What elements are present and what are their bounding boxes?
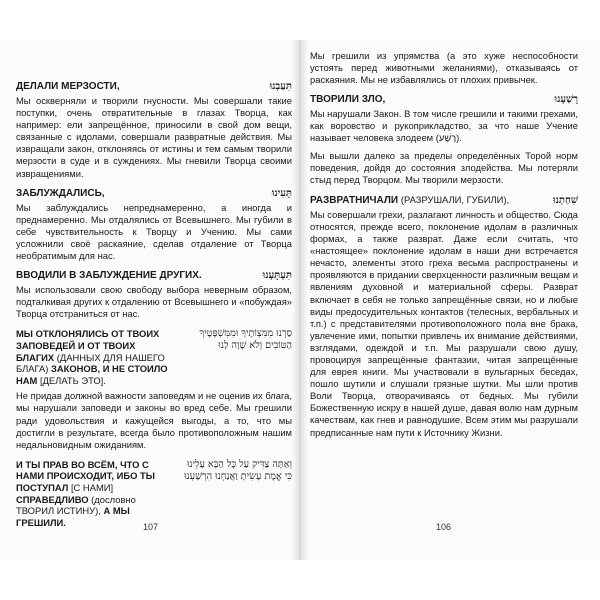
heading-note: [ДЕЛАТЬ ЭТО]. [39, 374, 106, 386]
section-text: Мы заблуждались непреднамеренно, а иногда и преднамеренно. Мы отдалялись от Всевышнего. Мы губили в себе чувствительность к Творцу и Учению. Мы сами усложнили своё раскаяние, сделав отдаление от Творца необратимым для нас. [16, 201, 292, 262]
book-spread [0, 40, 600, 560]
heading-note: (дословно ТВОРИЛ ИСТИНУ), [16, 493, 136, 517]
heading-russian [310, 194, 509, 206]
page-number: 106 [436, 522, 452, 532]
heading-note: (ДАННЫХ ДЛЯ НАШЕГО БЛАГА) [16, 351, 165, 375]
section-heading [310, 194, 578, 206]
heading-bold: МЫ ОТКЛОНЯЛИСЬ ОТ ТВОИХ ЗАПОВЕДЕЙ И ОТ ТВОИХ БЛАГИХ [16, 328, 160, 363]
section-heading [16, 81, 292, 92]
section-text: Мы использовали свою свободу выбора неверным образом, подталкивая других к отдалению от Всевышнего и «побуждая» Творца отстраниться от нас. [16, 284, 292, 320]
section-text: Мы оскверняли и творили гнусности. Мы совершали такие поступки, очень отвратительные в глазах Творца, как например: ели запрещённое, приносили в свой дом вещи, связанные с идолами, совершали развратные действия. Мы извращали закон, отклоняясь от истины и тем самым творили мерзости в суде и в суждениях. Мы гневили Творца своими извращениями. [16, 95, 292, 179]
left-page [0, 40, 300, 560]
heading-hebrew: שִׁחַתְנוּ [553, 194, 578, 206]
heading-note: [С НАМИ] [70, 482, 114, 494]
heading-hebrew: סַרְנוּ מִמִּצְוֹתֶיךָ וּמִמִּשְׁפָּטֶיךָ הַטּוֹבִים וְלֹא שָׁוָה לָנוּ [199, 328, 292, 352]
heading-russian [16, 459, 174, 529]
book-gutter [292, 40, 308, 560]
heading-bold: А МЫ ГРЕШИЛИ. [16, 505, 130, 528]
heading-hebrew: תִּעַבְנוּ [269, 81, 292, 92]
heading-russian: ЗАБЛУЖДАЛИСЬ, [16, 187, 105, 199]
section-heading [310, 94, 578, 105]
section-heading [16, 188, 292, 199]
heading-russian: ТВОРИЛИ ЗЛО, [310, 94, 386, 106]
section-heading [16, 270, 292, 281]
section-text: Мы нарушали Закон. В том числе грешили и такими грехами, как воровство и рукоприкладство, за что наше Учение называет человека злодеем (רָשָׁע). [310, 108, 578, 144]
heading-bold: И ТЫ ПРАВ ВО ВСЁМ, ЧТО С НАМИ ПРОИСХОДИТ, ИБО ТЫ ПОСТУПАЛ [16, 458, 155, 494]
section-text: Не придав должной важности заповедям и не оценив их блага, мы нарушали заповеди и законы во вред себе. Мы грешили ради удовольствия и кажущейся выгоды, а то, что мы достигли в результате, всегда было противоположным нашим недальновидным ожиданиям. [16, 390, 292, 450]
heading-russian [16, 328, 174, 386]
heading-hebrew: תִּעְתָּעְנוּ [262, 270, 292, 282]
section-text: Мы вышли далеко за пределы определённых Торой норм поведения, дойдя до состояния злодейства. Мы потеряли стыд перед Творцом. Мы творили мерзости. [310, 149, 578, 185]
page-number: 107 [143, 522, 159, 532]
section-heading [16, 459, 292, 529]
right-page [300, 40, 600, 560]
section-heading [16, 328, 292, 386]
heading-bold: РАЗВРАТНИЧАЛИ [310, 194, 399, 206]
heading-bold: СПРАВЕДЛИВО [16, 493, 92, 505]
heading-russian: ВВОДИЛИ В ЗАБЛУЖДЕНИЕ ДРУГИХ. [16, 270, 202, 282]
section-text: Мы совершали грехи, разлагают личность и общество. Сюда относятся, прежде всего, поклонение идолам в различных формах, а также разврат. Даже если считать, что «настоящее» поклонение идолам в наши дни встречается нечасто, элементы этого греха весьма распространены и проявляются в придании сверхценности различным вещам и явлениям духовной и материальной сферы. Разврат включает в себя не только запрещённые связи, но и любые виды предосудительных контактов (телесных, вербальных и т.п.) с представителями противоположного пола вне брака, увлечение ими, попытки привлечь их внимание действиями, взглядами, одеждой и т.п. Мы разрушали свою душу, провоцируя запрещённые фантазии, читая запрещённые для еврея книги. Мы участвовали в вульгарных беседах, пошло шутили и слушали грязные шутки. Мы шли против Воли Творца, отворачиваясь от бедных. Мы губили Божественную искру в нашей душе, давая волю нам дурным качествам, как гнев и равнодушие. Всем этим мы разрушали предписанные нам пути к Источнику Жизни. [310, 208, 578, 438]
heading-hebrew: וְאַתָּה צַדִּיק עַל כָּל הַבָּא עָלֵינוּ כִּי אֱמֶת עָשִׂיתָ וַאֲנַחְנוּ הִרְשָׁעְנוּ [184, 458, 292, 482]
heading-bold: ЗАКОНОВ, И НЕ СТОИЛО НАМ [16, 363, 168, 386]
intro-text: Мы грешили из упрямства (а это хуже неспособности устоять перед животными желаниями), отказываясь от раскаяния. Мы не избавлялись от плохих привычек. [310, 50, 578, 86]
heading-russian: ДЕЛАЛИ МЕРЗОСТИ, [16, 81, 120, 92]
heading-hebrew: תָּעִינוּ [271, 187, 292, 199]
heading-note: (РАЗРУШАЛИ, ГУБИЛИ), [400, 193, 510, 205]
heading-hebrew: רָשַׁעְנוּ [554, 94, 578, 106]
